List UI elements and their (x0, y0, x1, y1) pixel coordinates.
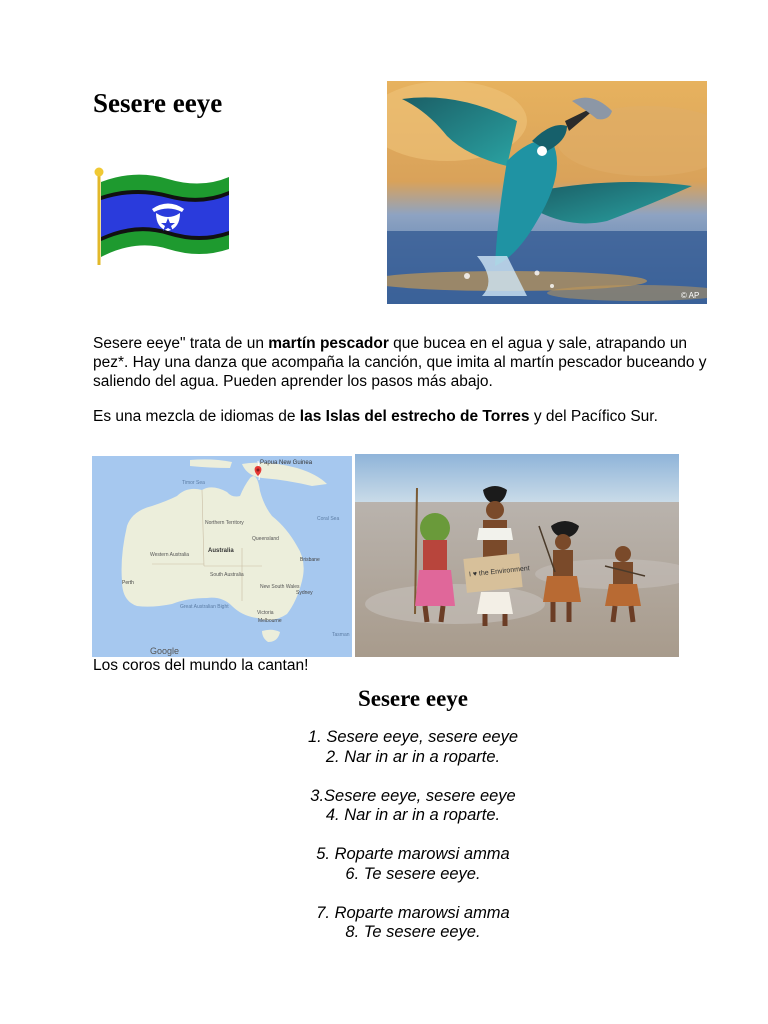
svg-text:Coral Sea: Coral Sea (317, 516, 340, 522)
lyric-line: 5. Roparte marowsi amma (316, 845, 510, 863)
svg-text:Melbourne: Melbourne (258, 618, 282, 624)
svg-text:Western Australia: Western Australia (150, 552, 190, 558)
lyric-line: 8. Te sesere eeye. (345, 923, 481, 941)
torres-strait-term: las Islas del estrecho de Torres (299, 408, 530, 425)
svg-text:Sydney: Sydney (296, 590, 313, 596)
svg-text:Brisbane: Brisbane (300, 557, 320, 563)
svg-text:Papua New Guinea: Papua New Guinea (260, 460, 313, 466)
svg-text:Queensland: Queensland (252, 536, 279, 542)
lyric-line: 7. Roparte marowsi amma (316, 903, 510, 922)
photo-credit: © AP (681, 291, 700, 300)
lyric-line: 4. Nar in ar in a roparte. (325, 806, 501, 824)
svg-text:South Australia: South Australia (210, 572, 244, 578)
kingfisher-term: martín pescador (268, 335, 389, 352)
song-title: Sesere eeye (357, 686, 469, 711)
australia-map-image (92, 456, 352, 657)
page-title: Sesere eeye (93, 88, 223, 118)
svg-text:Perth: Perth (122, 580, 134, 586)
lyrics-stanza (0, 787, 768, 826)
svg-text:Timor Sea: Timor Sea (182, 480, 205, 486)
lyric-line: 1. Sesere eeye, sesere eeye (307, 728, 519, 746)
children-dancers-photo (355, 454, 679, 657)
svg-text:Northern Territory: Northern Territory (205, 520, 244, 526)
photo-caption: Los coros del mundo la cantan! (93, 657, 309, 674)
lyrics-stanza (0, 904, 768, 943)
lyric-line: 2. Nar in ar in a roparte. (325, 747, 501, 766)
svg-text:New South Wales: New South Wales (260, 584, 300, 590)
lyric-line: 3.Sesere eeye, sesere eeye (310, 786, 516, 805)
torres-strait-flag-image (90, 165, 235, 273)
intro-paragraph: Sesere eeye" trata de un martín pescador que bucea en el agua y sale, atrapando un pez*. Hay una danza que acompaña la canción, que imita al martín pescador buceando y saliendo del agua. Pueden aprender los pasos más abajo. (93, 335, 707, 390)
svg-text:Tasman: Tasman (332, 632, 350, 638)
lyric-line: 6. Te sesere eeye. (345, 864, 481, 883)
svg-text:Australia: Australia (208, 548, 234, 554)
lyrics-stanza (0, 728, 768, 767)
languages-paragraph: Es una mezcla de idiomas de las Islas del estrecho de Torres y del Pacífico Sur. (93, 408, 658, 425)
song-lyrics (0, 728, 768, 962)
photo-sign-text: I ♥ the Environment (468, 565, 531, 579)
lyrics-stanza (0, 845, 768, 884)
svg-text:Google: Google (150, 646, 180, 656)
kingfisher-photo (387, 81, 707, 304)
svg-text:Victoria: Victoria (257, 610, 274, 616)
svg-text:Great Australian Bight: Great Australian Bight (180, 604, 229, 610)
